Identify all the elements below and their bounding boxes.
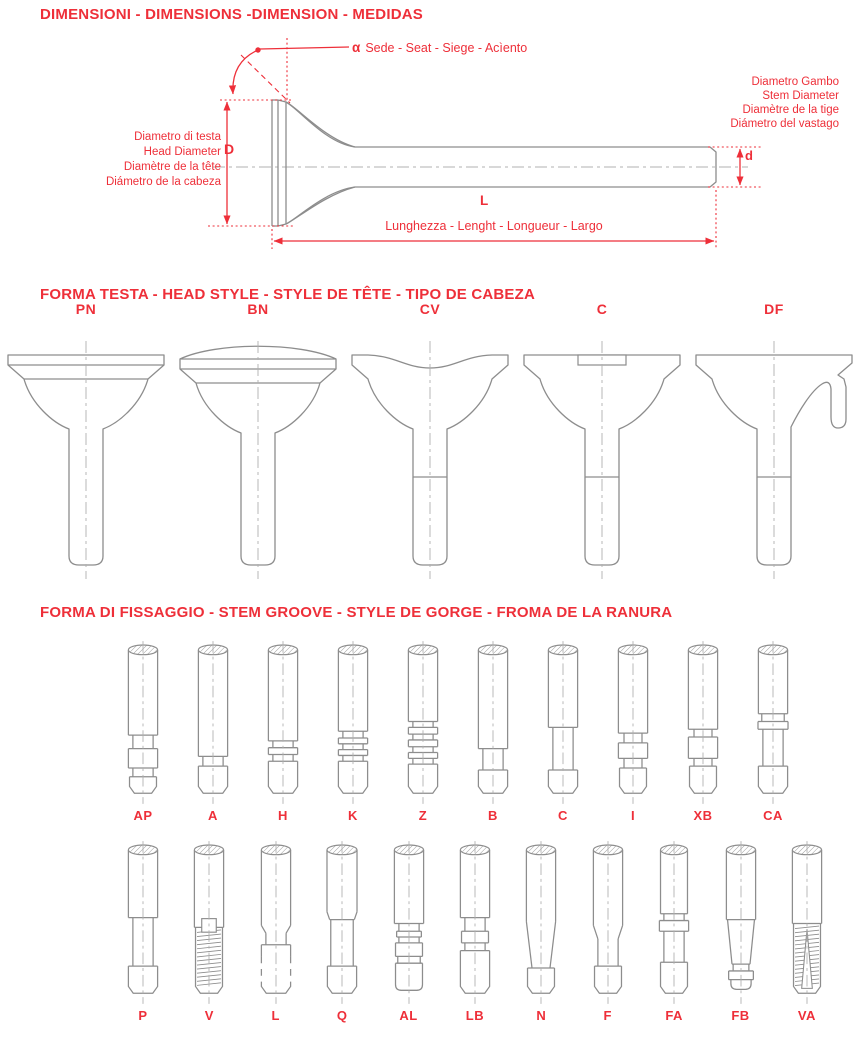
stem-groove-code-label: I	[630, 808, 636, 823]
stem-groove-figure-N	[510, 840, 572, 1023]
stem-groove-code-label: A	[208, 808, 218, 823]
hatched-dished-head-valve-drawing	[344, 329, 516, 581]
stem-diameter-label-line: Stem Diameter	[762, 90, 839, 102]
stem-groove-I-drawing	[602, 640, 664, 805]
stem-groove-K-drawing	[322, 640, 384, 805]
head-diameter-label-line: Head Diameter	[143, 146, 221, 158]
stem-groove-figure-Q	[311, 840, 373, 1023]
stem-groove-figure-L	[245, 840, 307, 1023]
stem-groove-code-label: AL	[399, 1008, 418, 1023]
stem-groove-LB-drawing	[444, 840, 506, 1005]
stem-groove-figure-I	[602, 640, 664, 823]
stem-groove-figure-F	[577, 840, 639, 1023]
stem-groove-V-drawing	[178, 840, 240, 1005]
stem-diameter-label-line: Diamètre de la tige	[742, 104, 839, 116]
stem-groove-FB-drawing	[710, 840, 772, 1005]
stem-groove-P-drawing	[112, 840, 174, 1005]
head-diameter-label-line: Diámetro de la cabeza	[105, 176, 221, 188]
stem-groove-figure-FB	[710, 840, 772, 1023]
head-style-section-title: FORMA TESTA - HEAD STYLE - STYLE DE TÊTE - TIPO DE CABEZA	[40, 286, 536, 303]
stem-groove-figure-LB	[444, 840, 506, 1023]
head-style-row	[0, 301, 860, 581]
stem-groove-AP-drawing	[112, 640, 174, 805]
stem-groove-figure-Z	[392, 640, 454, 823]
stem-groove-H-drawing	[252, 640, 314, 805]
seat-angle-arc	[233, 50, 258, 94]
stem-groove-B-drawing	[462, 640, 524, 805]
stem-groove-Z-drawing	[392, 640, 454, 805]
stem-groove-A-drawing	[182, 640, 244, 805]
stem-groove-VA-drawing	[776, 840, 838, 1005]
stem-groove-code-label: Z	[418, 808, 428, 823]
stem-groove-code-label: XB	[693, 808, 713, 823]
stem-groove-row-1	[112, 640, 804, 823]
hatched-slotted-head-valve-drawing	[516, 329, 688, 581]
stem-groove-L-drawing	[245, 840, 307, 1005]
head-style-figure-DF	[688, 301, 860, 581]
stem-groove-code-label: FB	[731, 1008, 750, 1023]
alpha-symbol: α	[352, 40, 361, 55]
head-style-code-label: CV	[419, 301, 441, 317]
domed-head-valve-drawing	[172, 329, 344, 581]
stem-groove-code-label: C	[558, 808, 568, 823]
stem-groove-code-label: FA	[665, 1008, 683, 1023]
head-style-figure-CV	[344, 301, 516, 581]
stem-diameter-label-line: Diámetro del vastago	[730, 118, 839, 130]
stem-groove-code-label: AP	[133, 808, 153, 823]
stem-groove-code-label: K	[348, 808, 358, 823]
stem-groove-code-label: H	[278, 808, 288, 823]
head-style-code-label: C	[596, 301, 608, 317]
dimensions-section-title: DIMENSIONI - DIMENSIONS -DIMENSION - MEDIDAS	[40, 6, 423, 23]
stem-groove-figure-AL	[378, 840, 440, 1023]
stem-groove-code-label: P	[138, 1008, 148, 1023]
length-symbol: L	[480, 193, 489, 208]
stem-groove-C-drawing	[532, 640, 594, 805]
stem-groove-FA-drawing	[643, 840, 705, 1005]
seat-angle-line	[241, 55, 290, 103]
head-diameter-label-line: Diamètre de la tête	[123, 161, 221, 173]
stem-groove-code-label: N	[536, 1008, 547, 1023]
stem-groove-code-label: F	[603, 1008, 612, 1023]
stem-groove-figure-C	[532, 640, 594, 823]
stem-groove-code-label: L	[271, 1008, 280, 1023]
seat-angle-label	[352, 40, 527, 55]
stem-groove-figure-B	[462, 640, 524, 823]
stem-groove-CA-drawing	[742, 640, 804, 805]
stem-groove-figure-VA	[776, 840, 838, 1023]
length-label: Lunghezza - Lenght - Longueur - Largo	[385, 219, 603, 233]
stem-diameter-label	[637, 75, 839, 131]
stem-groove-figure-P	[112, 840, 174, 1023]
head-style-code-label: DF	[764, 301, 784, 317]
head-diameter-symbol: D	[224, 141, 235, 157]
head-style-figure-C	[516, 301, 688, 581]
stem-groove-figure-K	[322, 640, 384, 823]
stem-groove-code-label: LB	[465, 1008, 485, 1023]
head-style-figure-BN	[172, 301, 344, 581]
head-diameter-label-line: Diametro di testa	[134, 131, 221, 143]
stem-groove-figure-XB	[672, 640, 734, 823]
stem-groove-AL-drawing	[378, 840, 440, 1005]
seat-angle-text: Sede - Seat - Siege - Acìento	[365, 41, 528, 55]
stem-diameter-label-line: Diametro Gambo	[751, 76, 839, 88]
head-style-figure-PN	[0, 301, 172, 581]
stem-groove-code-label: B	[488, 808, 498, 823]
stem-groove-code-label: Q	[336, 1008, 348, 1023]
flat-head-valve-drawing	[0, 329, 172, 581]
stem-diameter-symbol: d	[745, 148, 753, 163]
stem-groove-figure-V	[178, 840, 240, 1023]
stem-groove-code-label: V	[204, 1008, 214, 1023]
stem-groove-code-label: CA	[763, 808, 783, 823]
stem-groove-F-drawing	[577, 840, 639, 1005]
head-diameter-label	[18, 130, 221, 190]
stem-groove-figure-CA	[742, 640, 804, 823]
stem-groove-code-label: VA	[797, 1008, 816, 1023]
hatched-deflector-head-valve-drawing	[688, 329, 860, 581]
stem-groove-figure-H	[252, 640, 314, 823]
stem-groove-figure-AP	[112, 640, 174, 823]
stem-groove-XB-drawing	[672, 640, 734, 805]
stem-groove-row-2	[112, 840, 838, 1023]
stem-groove-Q-drawing	[311, 840, 373, 1005]
head-style-code-label: PN	[75, 301, 97, 317]
stem-groove-figure-A	[182, 640, 244, 823]
head-style-code-label: BN	[247, 301, 269, 317]
stem-groove-N-drawing	[510, 840, 572, 1005]
stem-groove-figure-FA	[643, 840, 705, 1023]
dimension-annotations	[208, 38, 762, 249]
stem-groove-section-title: FORMA DI FISSAGGIO - STEM GROOVE - STYLE DE GORGE - FROMA DE LA RANURA	[40, 604, 673, 621]
